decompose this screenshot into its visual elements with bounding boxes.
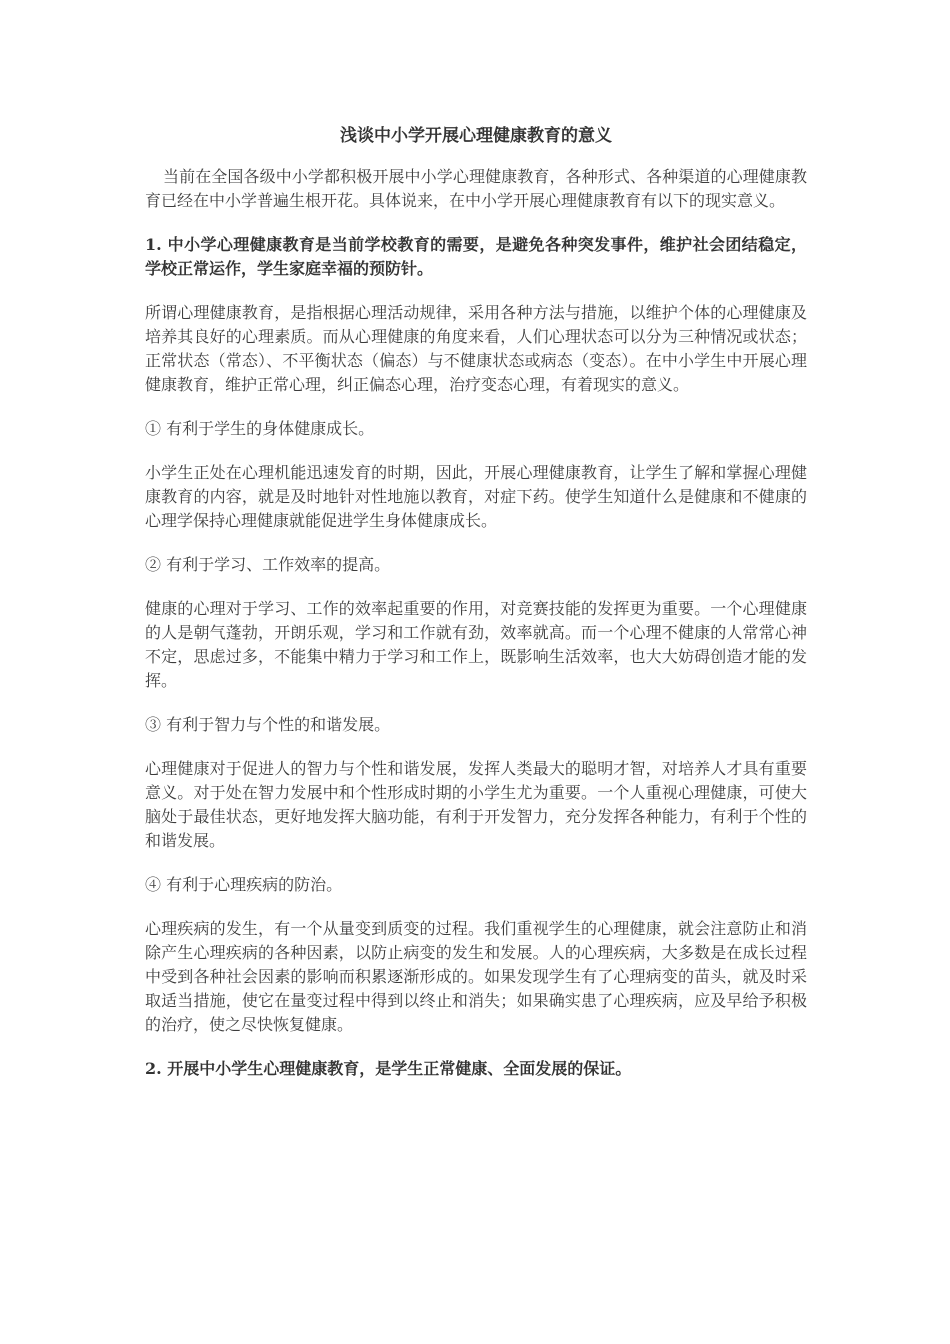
list-item-4-paragraph: 心理疾病的发生，有一个从量变到质变的过程。我们重视学生的心理健康，就会注意防止和消除产生心理疾病的各种因素，以防止病变的发生和发展。人的心理疾病，大多数是在成长过程中受到各种社会因素的影响而积累逐渐形成的。如果发现学生有了心理病变的苗头，就及时采取适当措施，使它在量变过程中得到以终止和消失；如果确实患了心理疾病，应及早给予积极的治疗，使之尽快恢复健康。 bbox=[145, 919, 807, 1034]
section-heading-1: 1. 中小学心理健康教育是当前学校教育的需要，是避免各种突发事件，维护社会团结稳定，学校正常运作，学生家庭幸福的预防针。 bbox=[145, 235, 807, 278]
list-item-3: ③ 有利于智力与个性的和谐发展。 bbox=[145, 715, 391, 734]
intro-paragraph: 当前在全国各级中小学都积极开展中小学心理健康教育，各种形式、各种渠道的心理健康教育已经在中小学普遍生根开花。具体说来，在中小学开展心理健康教育有以下的现实意义。 bbox=[145, 167, 807, 210]
document-title: 浅谈中小学开展心理健康教育的意义 bbox=[340, 126, 612, 146]
list-item-4: ④ 有利于心理疾病的防治。 bbox=[145, 875, 343, 894]
list-item-2-paragraph: 健康的心理对于学习、工作的效率起重要的作用，对竞赛技能的发挥更为重要。一个心理健康的人是朝气蓬勃，开朗乐观，学习和工作就有劲，效率就高。而一个心理不健康的人常常心神不定，思虑过多，不能集中精力于学习和工作上，既影响生活效率，也大大妨碍创造才能的发挥。 bbox=[145, 599, 807, 690]
list-item-1-paragraph: 小学生正处在心理机能迅速发育的时期，因此，开展心理健康教育，让学生了解和掌握心理健康教育的内容，就是及时地针对性地施以教育，对症下药。使学生知道什么是健康和不健康的心理学保持心理健康就能促进学生身体健康成长。 bbox=[145, 463, 807, 530]
list-item-2: ② 有利于学习、工作效率的提高。 bbox=[145, 555, 391, 574]
list-item-3-paragraph: 心理健康对于促进人的智力与个性和谐发展，发挥人类最大的聪明才智，对培养人才具有重要意义。对于处在智力发展中和个性形成时期的小学生尤为重要。一个人重视心理健康，可使大脑处于最佳状态，更好地发挥大脑功能，有利于开发智力，充分发挥各种能力，有利于个性的和谐发展。 bbox=[145, 759, 807, 850]
list-item-1: ① 有利于学生的身体健康成长。 bbox=[145, 419, 375, 438]
section-1-paragraph: 所谓心理健康教育，是指根据心理活动规律，采用各种方法与措施，以维护个体的心理健康及培养其良好的心理素质。而从心理健康的角度来看，人们心理状态可以分为三种情况或状态；正常状态（常态）、不平衡状态（偏态）与不健康状态或病态（变态）。在中小学生中开展心理健康教育，维护正常心理，纠正偏态心理，治疗变态心理，有着现实的意义。 bbox=[145, 303, 807, 394]
document-body bbox=[145, 124, 807, 1101]
section-heading-2: 2. 开展中小学生心理健康教育，是学生正常健康、全面发展的保证。 bbox=[145, 1059, 632, 1078]
